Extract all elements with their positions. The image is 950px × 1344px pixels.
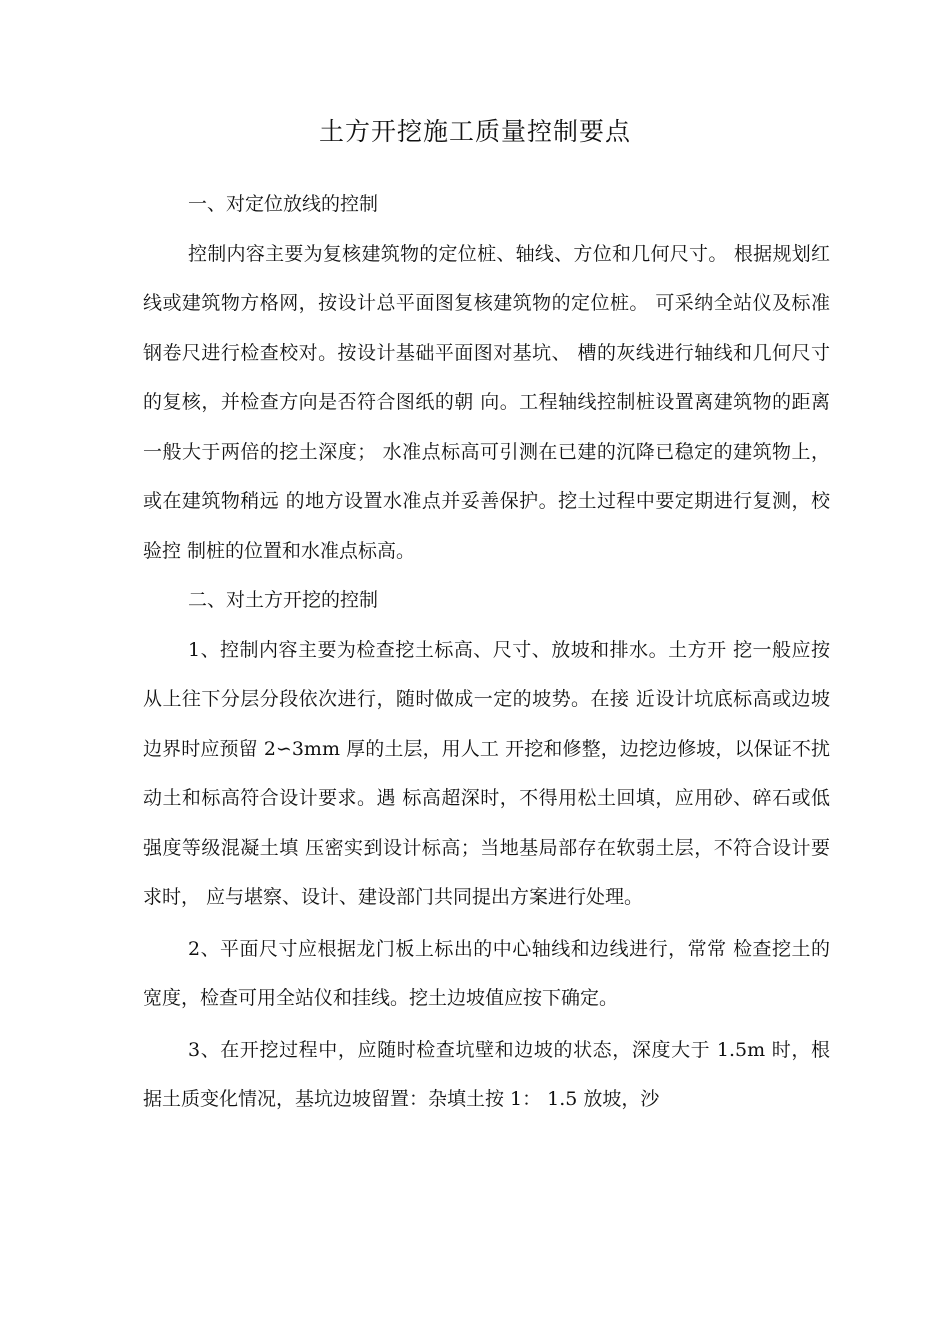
section2-heading: 二、对土方开挖的控制 bbox=[188, 589, 379, 611]
section2-paragraph-2: 2、平面尺寸应根据龙门板上标出的中心轴线和边线进行，常常 检查挖土的宽度，检查可用全站仪和挂线。挖土边坡值应按下确定。 bbox=[143, 937, 830, 1009]
section1-paragraph: 控制内容主要为复核建筑物的定位桩、轴线、方位和几何尺寸。 根据规划红线或建筑物方格网，按设计总平面图复核建筑物的定位桩。 可采纳全站仪及标准钢卷尺进行检查校对。按设计基础平面图对基坑、 槽的灰线进行轴线和几何尺寸的复核，并检查方向是否符合图纸的朝 向。工程轴线控制桩设置离建筑物的距离一般大于两倍的挖土深度； 水准点标高可引测在已建的沉降已稳定的建筑物上，或在建筑物稍远 的地方设置水准点并妥善保护。挖土过程中要定期进行复测，校验控 制桩的位置和水准点标高。 bbox=[143, 242, 830, 562]
document-body bbox=[143, 180, 830, 1125]
document-title: 土方开挖施工质量控制要点 bbox=[318, 117, 631, 146]
section2-paragraph-3: 3、在开挖过程中，应随时检查坑壁和边坡的状态，深度大于 1.5m 时，根据土质变化情况，基坑边坡留置：杂填土按 1： 1.5 放坡，沙 bbox=[143, 1038, 830, 1110]
section1-heading: 一、对定位放线的控制 bbox=[188, 193, 379, 215]
section2-paragraph-1: 1、控制内容主要为检查挖土标高、尺寸、放坡和排水。土方开 挖一般应按从上往下分层分段依次进行，随时做成一定的坡势。在接 近设计坑底标高或边坡边界时应预留 2∽3mm 厚的土层，用人工 开挖和修整，边挖边修坡，以保证不扰动土和标高符合设计要求。遇 标高超深时，不得用松土回填，应用砂、碎石或低强度等级混凝土填 压密实到设计标高；当地基局部存在软弱土层，不符合设计要求时， 应与堪察、设计、建设部门共同提出方案进行处理。 bbox=[143, 638, 830, 908]
